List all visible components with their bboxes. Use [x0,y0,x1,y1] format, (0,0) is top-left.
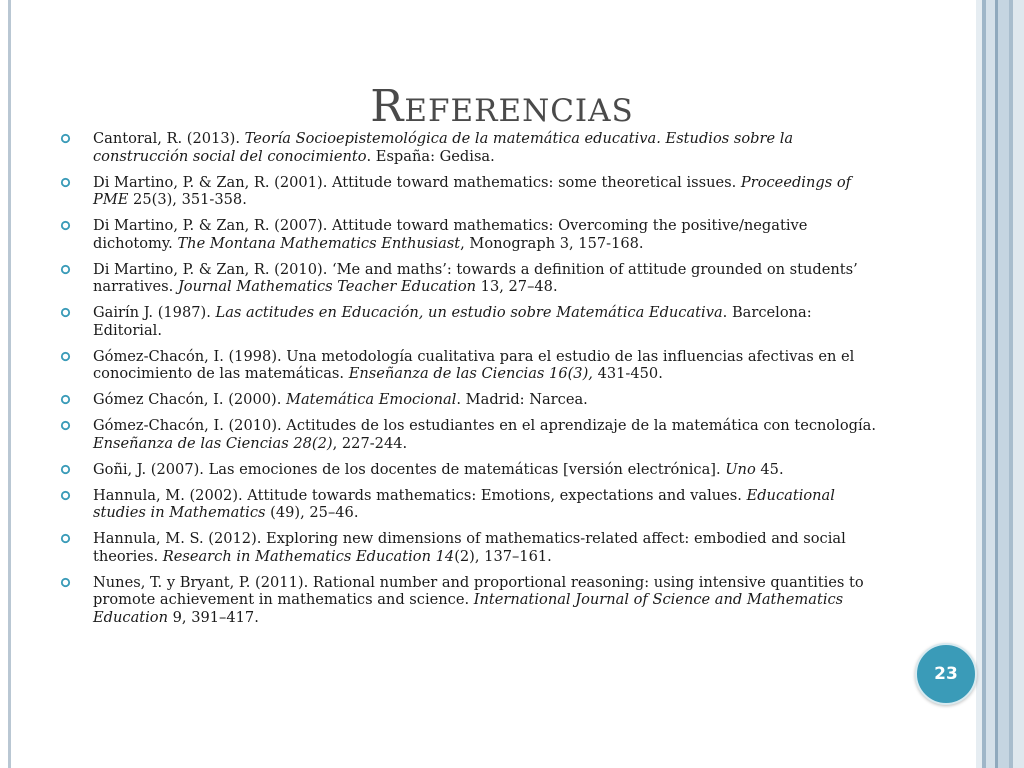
hollow-circle-icon [60,464,71,475]
reference-item [60,174,880,209]
reference-item [60,461,880,479]
hollow-circle-icon [60,490,71,501]
reference-text-part: Hannula, M. S. (2012). Exploring new dimensions of mathematics-related affect: embodied and social theories. [93,530,846,565]
reference-text-part: (49), 25–46. [265,504,359,521]
reference-source-italic: The Montana Mathematics Enthusiast [177,234,461,252]
reference-source-italic: Proceedings of PME [93,173,852,208]
hollow-circle-icon [60,577,71,588]
reference-item [60,348,880,383]
hollow-circle-icon [60,420,71,431]
hollow-circle-icon [60,177,71,188]
reference-text-part: Di Martino, P. & Zan, R. (2010). ‘Me and maths’: towards a definition of attitude grounded on students’ narratives. [93,260,858,295]
reference-source-italic: International Journal of Science and Mathematics Education [93,591,844,626]
reference-list [60,130,880,635]
reference-text-part: Di Martino, P. & Zan, R. (2001). Attitude toward mathematics: some theoretical issues. [93,173,741,191]
reference-source-italic: Uno [725,460,756,478]
reference-text-part: (2), 137–161. [454,547,552,565]
reference-text-part: Hannula, M. (2002). Attitude towards mathematics: Emotions, expectations and values. [93,486,747,504]
reference-text [93,574,864,626]
hollow-circle-icon [60,533,71,544]
reference-source-italic: Las actitudes en Educación, un estudio sobre Matemática Educativa [215,304,723,321]
reference-text-part: Gómez-Chacón, I. (2010). Actitudes de los estudiantes en el aprendizaje de la matemática con tecnología. [93,417,877,434]
reference-source-italic: Enseñanza de las Ciencias 16(3), [348,365,593,382]
reference-text-part: Gairín J. (1987). [93,304,216,321]
reference-item [60,391,880,409]
reference-text-part: Gómez-Chacón, I. (1998). Una metodología cualitativa para el estudio de las influencias afectivas en el conocimiento de las matemáticas. [93,347,855,382]
reference-text-part: , 227-244. [332,434,408,452]
reference-text-part: 431-450. [592,365,663,382]
reference-item [60,130,880,165]
reference-text-part: 9, 391–417. [168,608,259,626]
hollow-circle-icon [60,307,71,318]
reference-item [60,417,880,452]
reference-text [93,461,784,478]
reference-source-italic: Matemática Emocional [286,391,457,408]
reference-text-part: . España: Gedisa. [366,147,495,165]
reference-text [93,530,846,565]
reference-text-part: 25(3), 351-358. [128,191,247,208]
reference-item [60,487,880,522]
reference-text-part: Goñi, J. (2007). Las emociones de los docentes de matemáticas [versión electrónica]. [93,460,726,478]
reference-text-part: Gómez Chacón, I. (2000). [93,391,286,408]
hollow-circle-icon [60,264,71,275]
slide-title: Referencias [370,81,634,133]
reference-text-part: . Madrid: Narcea. [456,391,588,408]
hollow-circle-icon [60,351,71,362]
reference-source-italic: Journal Mathematics Teacher Education [177,278,477,295]
reference-text-part: 45. [755,460,784,478]
reference-text-part: Cantoral, R. (2013). [93,130,245,147]
reference-text-part: , Monograph 3, 157-168. [460,234,644,252]
reference-item [60,304,880,339]
reference-text [93,217,807,252]
reference-source-italic: Research in Mathematics Education 14 [162,547,455,565]
reference-text-part: 13, 27–48. [476,278,558,295]
reference-text-part: Di Martino, P. & Zan, R. (2007). Attitude toward mathematics: Overcoming the positive/negative dichotomy. [93,217,808,252]
reference-item [60,530,880,565]
reference-item [60,217,880,252]
hollow-circle-icon [60,394,71,405]
reference-text [93,417,876,452]
reference-text [93,130,793,165]
reference-text-part: . Barcelona: Editorial. [93,304,812,339]
reference-text [93,348,854,383]
reference-text [93,487,835,522]
reference-text-part: Nunes, T. y Bryant, P. (2011). Rational number and proportional reasoning: using intensive quantities to promote achievement in mathematics and science. [93,573,864,608]
reference-text [93,261,858,296]
reference-source-italic: Educational studies in Mathematics [93,486,835,521]
hollow-circle-icon [60,133,71,144]
hollow-circle-icon [60,220,71,231]
reference-text [93,391,588,408]
reference-source-italic: Enseñanza de las Ciencias 28(2) [93,434,333,452]
page-number-badge: 23 [915,643,977,705]
reference-item [60,574,880,627]
reference-text [93,174,851,209]
reference-text [93,304,812,339]
reference-item [60,261,880,296]
reference-source-italic: Teoría Socioepistemológica de la matemática educativa. Estudios sobre la construcción social del conocimiento [93,130,794,165]
